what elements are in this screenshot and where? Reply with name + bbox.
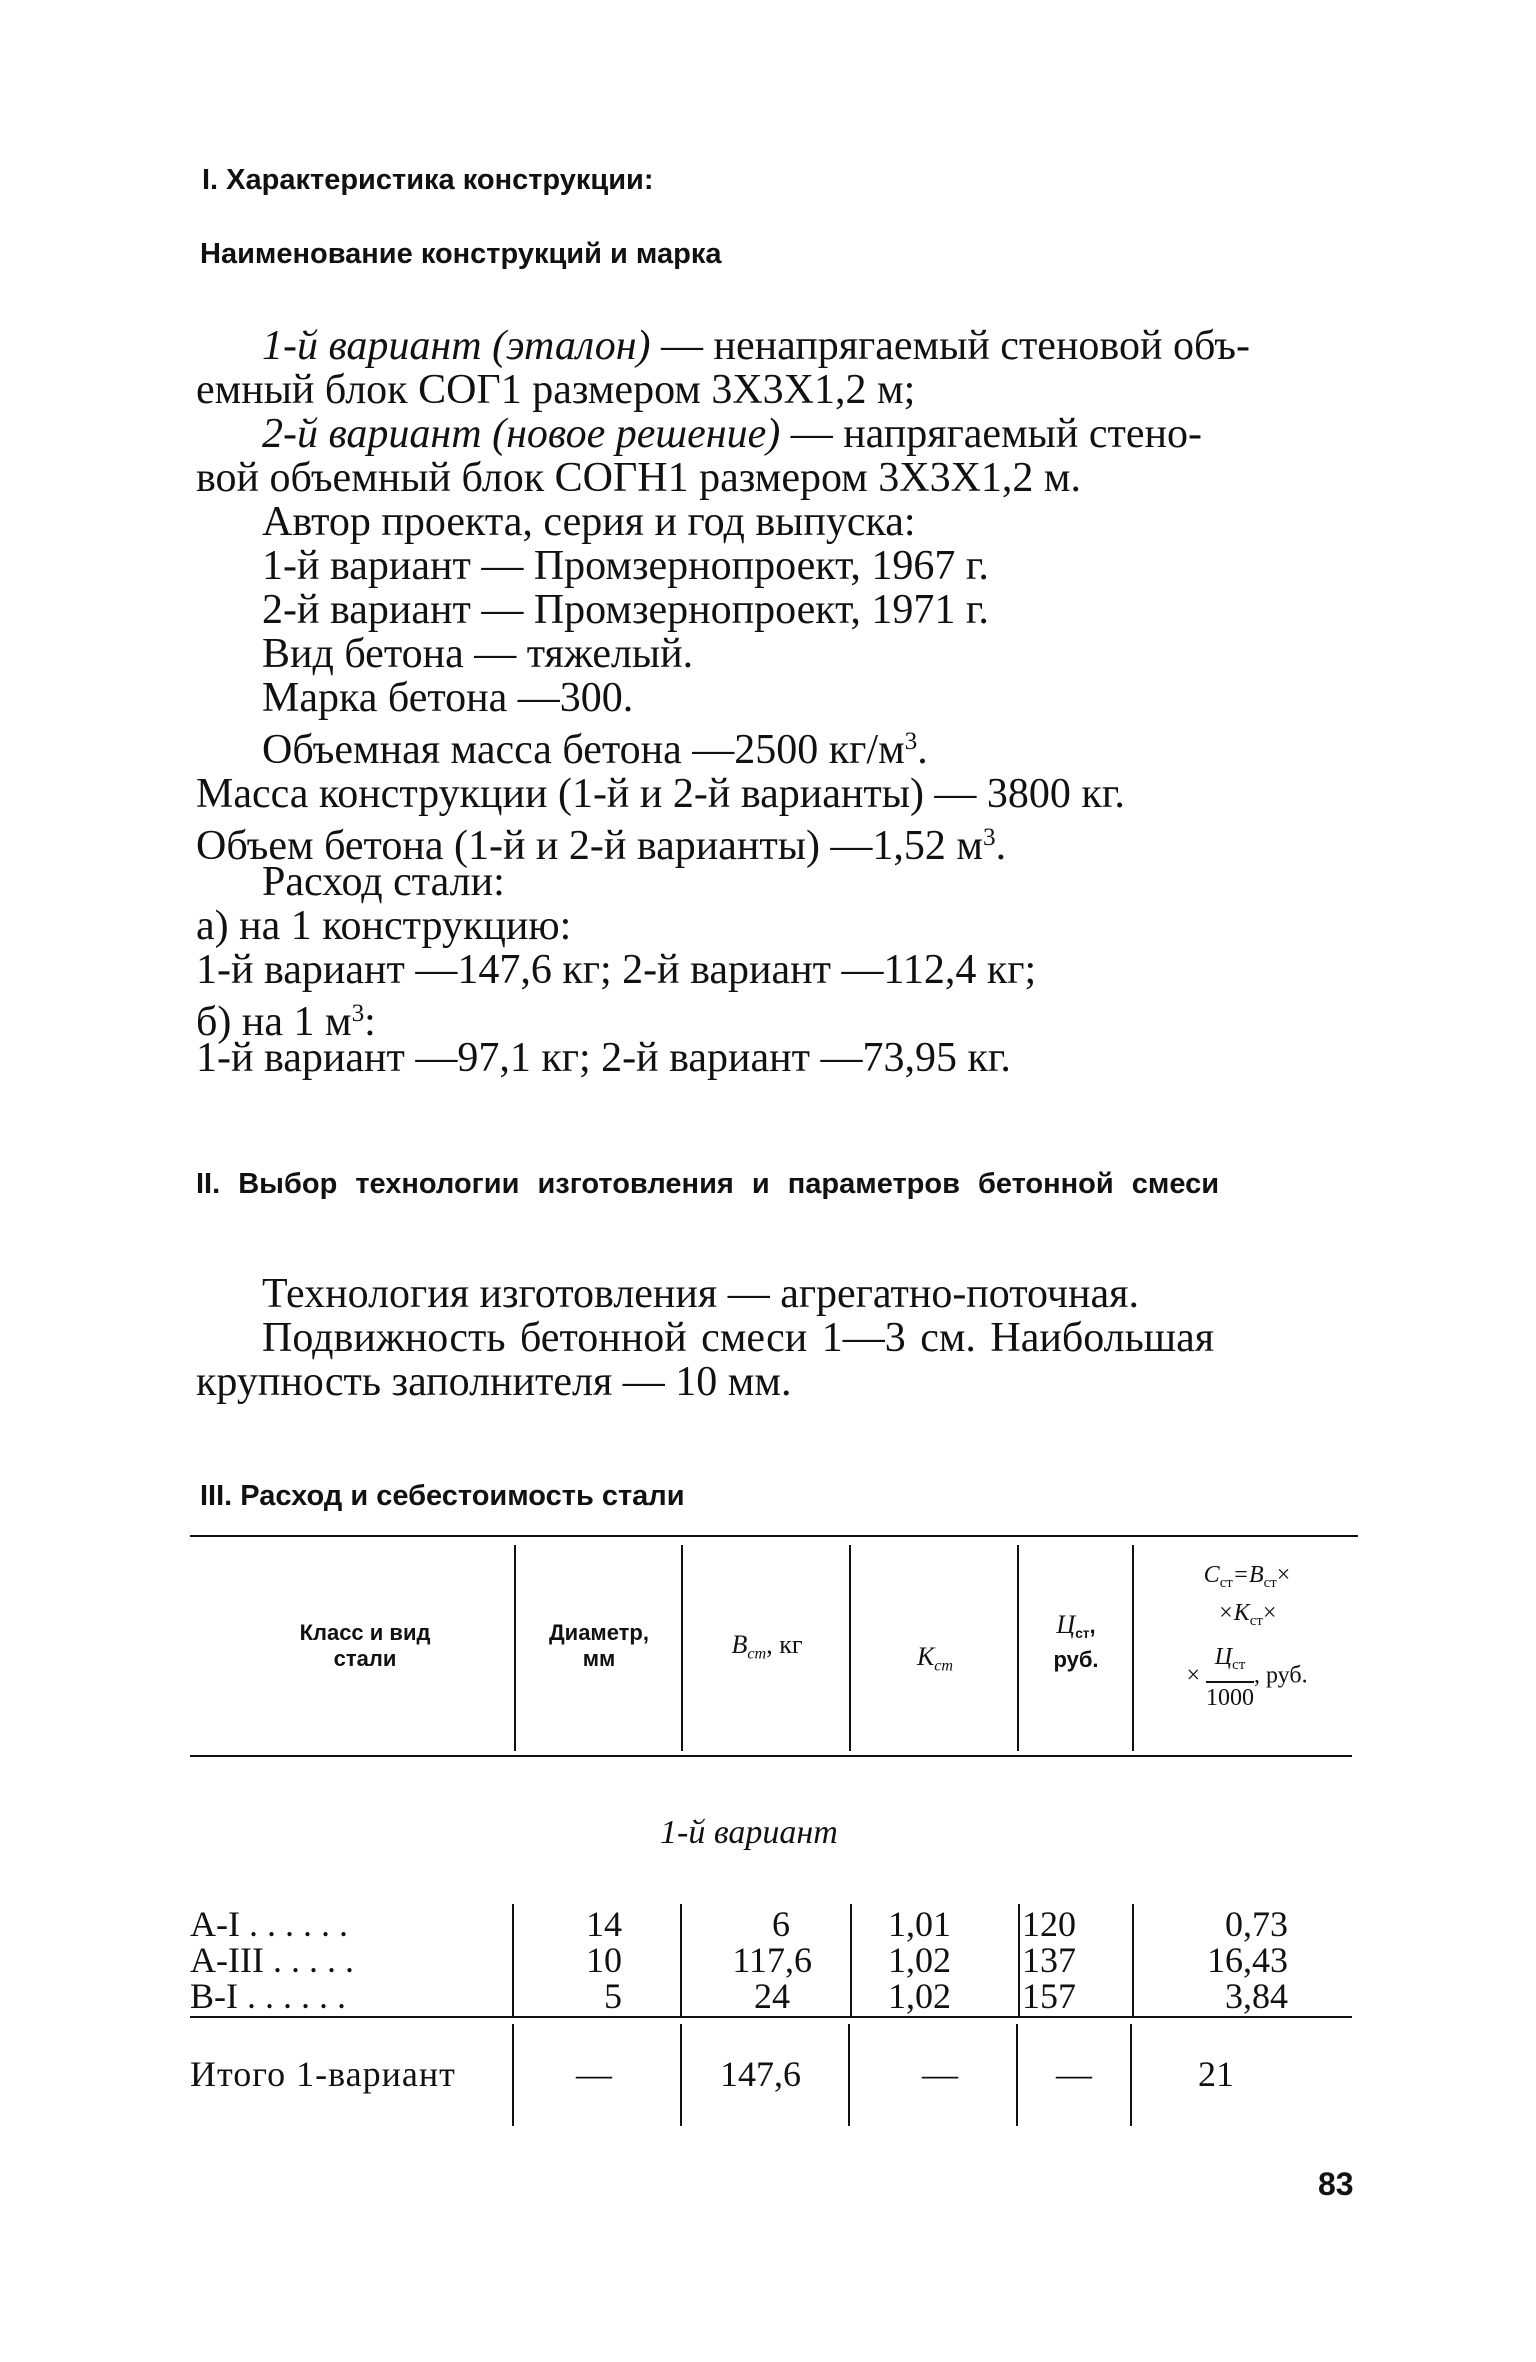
- section-1-subheading: Наименование конструкций и марка: [200, 238, 722, 270]
- header-steel-class-line1: Класс и вид: [299, 1620, 431, 1645]
- table-row-2-diameter: 5: [604, 1976, 622, 2016]
- total-divider: [680, 2024, 682, 2126]
- header-mass-sub: ст: [747, 1645, 767, 1663]
- total-divider: [1130, 2024, 1132, 2126]
- variant-caption: 1-й вариант: [660, 1814, 838, 1851]
- section-2-line3: крупность заполнителя — 10 мм.: [196, 1359, 792, 1405]
- table-row-1-steel: А-III . . . . .: [190, 1940, 354, 1980]
- total-price: —: [1056, 2054, 1092, 2094]
- header-cost-times2: ×: [1262, 1600, 1277, 1627]
- header-cost-c: С: [1203, 1562, 1220, 1588]
- row-divider: [680, 1904, 682, 2016]
- header-mass: [688, 1632, 846, 1668]
- table-row-1-mass: 117,6: [732, 1940, 812, 1980]
- table-row-0-price: 120: [1022, 1904, 1076, 1944]
- section-1-heading: I. Характеристика конструкции:: [202, 164, 654, 196]
- variant2-label: 2-й вариант (новое решение): [262, 411, 781, 457]
- header-cost-eq: =В: [1232, 1562, 1264, 1588]
- header-diameter: [520, 1620, 678, 1672]
- header-mass-symbol: В: [731, 1630, 748, 1659]
- header-cost-frac-den: 1000: [1205, 1684, 1254, 1711]
- row-divider: [512, 1904, 514, 2016]
- total-divider: [848, 2024, 850, 2126]
- total-divider: [512, 2024, 514, 2126]
- table-row-2-steel: B-I . . . . . .: [190, 1976, 346, 2016]
- table-row-0-mass: 6: [772, 1904, 790, 1944]
- volume-text: Объем бетона (1-й и 2-й варианты) —1,52 м: [196, 822, 984, 869]
- section-2-line2: Подвижность бетонной смеси 1—3 см. Наибольшая: [262, 1315, 1215, 1361]
- variant2-text-a: — напрягаемый стено-: [780, 411, 1202, 457]
- header-diameter-line2: мм: [582, 1646, 616, 1671]
- table-row-0-steel: А-I . . . . . .: [190, 1904, 348, 1944]
- steel-a: а) на 1 конструкцию:: [196, 903, 572, 949]
- header-cost-unit: , руб.: [1253, 1663, 1308, 1690]
- header-price: [1022, 1612, 1130, 1673]
- table-row-0-cost: 0,73: [1225, 1904, 1288, 1944]
- density-text: Объемная масса бетона —2500 кг/м: [262, 726, 905, 773]
- header-divider: [514, 1545, 516, 1751]
- header-divider: [1017, 1545, 1019, 1751]
- steel-b-end: :: [364, 998, 376, 1045]
- table-top-rule: [190, 1535, 1358, 1537]
- concrete-type: Вид бетона — тяжелый.: [262, 631, 694, 677]
- page-number: 83: [1318, 2166, 1354, 2202]
- section-3-heading: III. Расход и себестоимость стали: [200, 1480, 685, 1512]
- section-2-line1: Технология изготовления — агрегатно-поточная.: [262, 1271, 1139, 1317]
- author-v1: 1-й вариант — Промзернопроект, 1967 г.: [262, 543, 989, 589]
- steel-title: Расход стали:: [262, 859, 505, 905]
- row-divider: [1132, 1904, 1134, 2016]
- table-row-1-diameter: 10: [586, 1940, 622, 1980]
- header-cost-fraction: [1206, 1642, 1254, 1712]
- header-cost-line2: [1138, 1598, 1356, 1636]
- section-2-heading: II. Выбор технологии изготовления и параметров бетонной смеси: [196, 1168, 1220, 1200]
- table-row-2-mass: 24: [754, 1976, 790, 2016]
- header-price-symbol: Ц: [1056, 1610, 1076, 1639]
- header-cost-frac-sub: ст: [1232, 1657, 1246, 1674]
- table-row-0-diameter: 14: [586, 1904, 622, 1944]
- total-cost: 21: [1198, 2054, 1234, 2094]
- header-cost-frac-num: [1206, 1642, 1254, 1682]
- variant1-line2: емный блок СОГ1 размером 3X3X1,2 м;: [196, 367, 916, 413]
- header-cost-k: ×К: [1217, 1600, 1250, 1627]
- concrete-grade: Марка бетона —300.: [262, 675, 634, 721]
- header-cost: [1138, 1560, 1356, 1713]
- construction-mass: Масса конструкции (1-й и 2-й варианты) — 3800 кг.: [196, 771, 1125, 817]
- header-divider: [849, 1545, 851, 1751]
- total-diameter: —: [576, 2054, 612, 2094]
- variant2-line1: [262, 412, 1202, 456]
- header-cost-line3: [1138, 1642, 1356, 1712]
- total-mass: 147,6: [720, 2054, 801, 2094]
- header-cost-times3: ×: [1186, 1663, 1200, 1690]
- table-header-rule: [190, 1755, 1352, 1757]
- header-k-symbol: К: [916, 1642, 935, 1671]
- steel-b-text: б) на 1 м: [196, 998, 352, 1045]
- header-divider: [1132, 1545, 1134, 1751]
- header-cost-b-sub: ст: [1263, 1575, 1277, 1592]
- table-row-2-k: 1,02: [888, 1976, 951, 2016]
- steel-a-values: 1-й вариант —147,6 кг; 2-й вариант —112,4 кг;: [196, 947, 1037, 993]
- header-k-sub: ст: [934, 1657, 954, 1675]
- header-diameter-line1: Диаметр,: [549, 1620, 649, 1645]
- table-row-1-price: 137: [1022, 1940, 1076, 1980]
- header-mass-unit: , кг: [766, 1630, 803, 1659]
- concrete-density: [262, 720, 928, 772]
- variant2-line2: вой объемный блок СОГН1 размером 3X3X1,2 м.: [196, 455, 1081, 501]
- density-exp: 3: [904, 728, 918, 755]
- row-divider: [850, 1904, 852, 2016]
- table-row-1-k: 1,02: [888, 1940, 951, 1980]
- total-divider: [1016, 2024, 1018, 2126]
- table-row-1-cost: 16,43: [1207, 1940, 1288, 1980]
- header-price-line2: руб.: [1053, 1646, 1099, 1672]
- header-cost-frac-symbol: Ц: [1214, 1644, 1233, 1671]
- steel-b-values: 1-й вариант —97,1 кг; 2-й вариант —73,95 кг.: [196, 1035, 1011, 1081]
- header-price-unit: ,: [1089, 1613, 1096, 1638]
- variant1-label: 1-й вариант (эталон): [262, 323, 651, 369]
- volume-end: .: [995, 822, 1007, 869]
- header-cost-k-sub: ст: [1249, 1613, 1263, 1630]
- header-cost-c-sub: ст: [1219, 1575, 1233, 1592]
- total-label: Итого 1-вариант: [190, 2054, 456, 2094]
- header-cost-line1: [1138, 1560, 1356, 1598]
- header-steel-class-line2: стали: [333, 1646, 397, 1671]
- row-divider: [1018, 1904, 1020, 2016]
- header-steel-class: [230, 1620, 500, 1672]
- density-end: .: [917, 726, 928, 773]
- table-row-0-k: 1,01: [888, 1904, 951, 1944]
- table-total-rule: [190, 2016, 1352, 2018]
- steel-b-exp: 3: [351, 1000, 365, 1027]
- header-divider: [681, 1545, 683, 1751]
- author-title: Автор проекта, серия и год выпуска:: [262, 499, 916, 545]
- variant1-text-a: — ненапрягаемый стеновой объ-: [650, 323, 1250, 369]
- author-v2: 2-й вариант — Промзернопроект, 1971 г.: [262, 587, 989, 633]
- header-price-sub: ст: [1075, 1625, 1090, 1641]
- table-row-2-cost: 3,84: [1225, 1976, 1288, 2016]
- volume-exp: 3: [983, 824, 996, 851]
- header-k: [856, 1644, 1014, 1680]
- header-cost-times1: ×: [1276, 1562, 1291, 1588]
- total-k: —: [922, 2054, 958, 2094]
- variant1-line1: [262, 324, 1250, 368]
- table-row-2-price: 157: [1022, 1976, 1076, 2016]
